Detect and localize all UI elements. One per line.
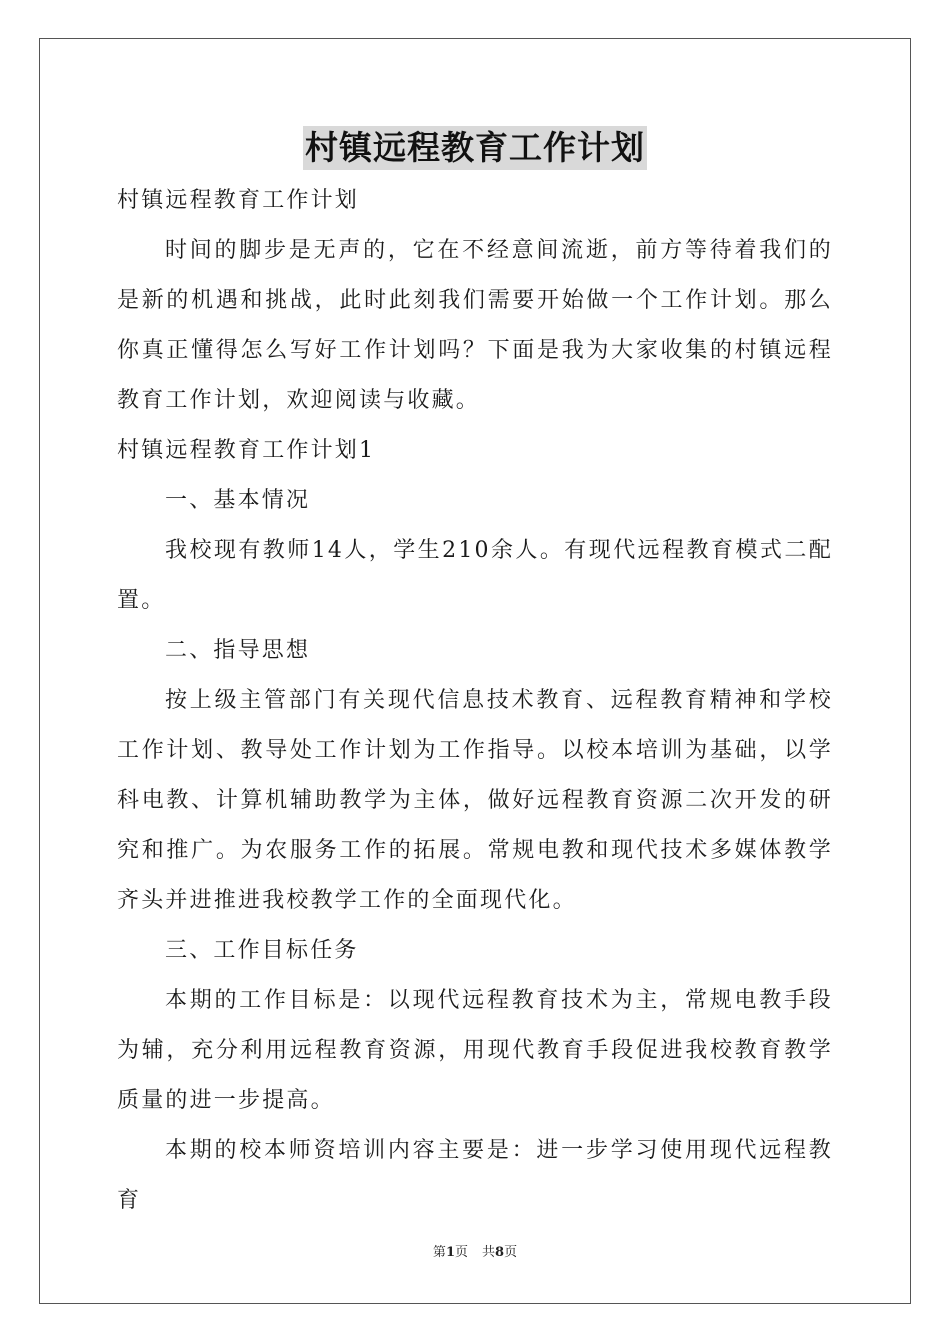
title-container: [0, 126, 950, 170]
page-prefix: 第: [432, 1245, 446, 1260]
subsection-heading: 一、基本情况: [165, 488, 311, 513]
paragraph: 本期的工作目标是：以现代远程教育技术为主，常规电教手段为辅，充分利用远程教育资源，用现代教育手段促进我校教育教学质量的进一步提高。: [117, 988, 833, 1113]
subsection-heading: 三、工作目标任务: [165, 938, 359, 963]
paragraph: 村镇远程教育工作计划: [117, 188, 360, 213]
document-body: [117, 176, 833, 1226]
total-pages: 8: [495, 1245, 505, 1260]
page-number: 1: [445, 1245, 455, 1260]
paragraph: 时间的脚步是无声的，它在不经意间流逝，前方等待着我们的是新的机遇和挑战，此时此刻我们需要开始做一个工作计划。那么你真正懂得怎么写好工作计划吗？下面是我为大家收集的村镇远程教育工作计划，欢迎阅读与收藏。: [117, 238, 833, 413]
total-suffix: 页: [504, 1245, 518, 1260]
section-heading: 村镇远程教育工作计划1: [117, 438, 376, 463]
page-footer: [0, 1244, 950, 1262]
page-suffix: 页: [454, 1245, 468, 1260]
total-prefix: 共: [482, 1245, 496, 1260]
paragraph: 本期的校本师资培训内容主要是：进一步学习使用现代远程教育: [117, 1138, 833, 1213]
document-title: 村镇远程教育工作计划: [303, 126, 647, 170]
paragraph: 我校现有教师14人，学生210余人。有现代远程教育模式二配置。: [117, 538, 833, 613]
subsection-heading: 二、指导思想: [165, 638, 311, 663]
paragraph: 按上级主管部门有关现代信息技术教育、远程教育精神和学校工作计划、教导处工作计划为工作指导。以校本培训为基础，以学科电教、计算机辅助教学为主体，做好远程教育资源二次开发的研究和推广。为农服务工作的拓展。常规电教和现代技术多媒体教学齐头并进推进我校教学工作的全面现代化。: [117, 688, 833, 913]
